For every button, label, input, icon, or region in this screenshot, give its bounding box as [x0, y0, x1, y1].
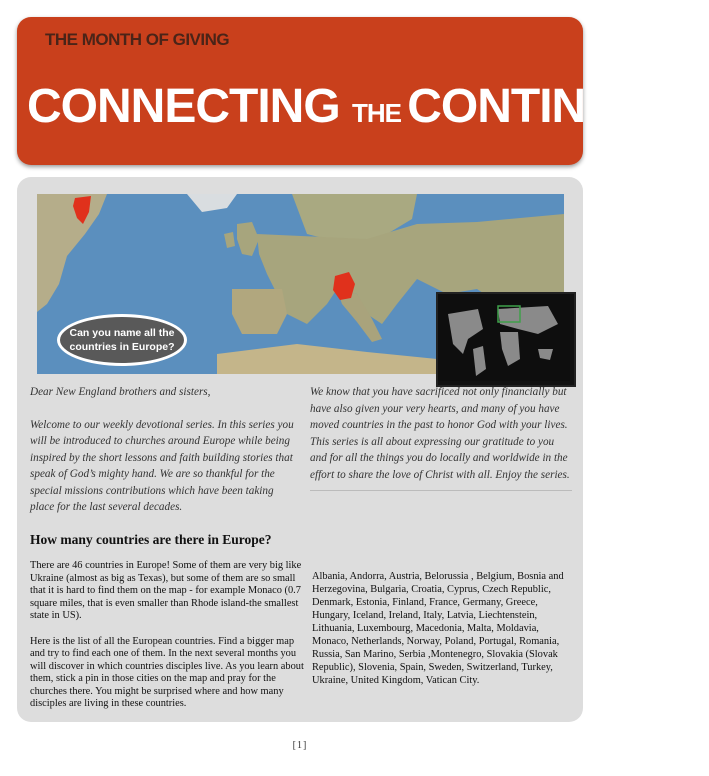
divider-rule	[310, 490, 572, 491]
callout-bubble: Can you name all the countries in Europe?	[57, 314, 187, 366]
intro-left-column	[30, 384, 300, 532]
section-paragraph-1: There are 46 countries in Europe! Some of them are very big like Ukraine (almost as big as Texas), but some of them are so small that it is hard to find them on the map - for example Monaco (0.7 square miles, that is even smaller than Rhode island-the smallest state in US).	[30, 560, 302, 621]
title-part-connecting: CONNECTING	[27, 80, 352, 133]
intro-right-column	[310, 384, 572, 483]
title-part-the: THE	[352, 98, 408, 128]
section-paragraph-2: Here is the list of all the European countries. Find a bigger map and try to find each one of them. In the next several months you will discover in which countries disciples live. As you learn about them, stick a pin in those cities on the map and pray for the churches there. You might be surprised where and how many disciples are living in these countries.	[30, 635, 304, 709]
country-list: Albania, Andorra, Austria, Belorussia , Belgium, Bosnia and Herzegovina, Bulgaria, Croatia, Cyprus, Czech Republic, Denmark, Estonia, Finland, France, Germany, Greece, Hungary, Iceland, Ireland, Italy, Latvia, Liechtenstein, Lithuania, Luxembourg, Macedonia, Malta, Moldavia, Monaco, Netherlands, Norway, Poland, Portugal, Romania, Russia, San Marino, Serbia ,Montenegro, Slovakia (Slovak Republic), Slovenia, Spain, Sweden, Switzerland, Turkey, Ukraine, United Kingdom, Vatican City.	[312, 571, 564, 686]
intro-paragraph-1: Welcome to our weekly devotional series. In this series you will be introduced to churches around Europe while being inspired by the short lessons and faith building stories that speak of God’s mighty hand. We are so thankful for the special missions contributions which have been taking place for the last several decades.	[30, 418, 294, 513]
world-inset-map	[436, 292, 576, 387]
greeting: Dear New England brothers and sisters,	[30, 386, 211, 398]
europe-map	[37, 194, 564, 374]
content-panel	[17, 177, 583, 722]
section-left-column	[30, 560, 310, 724]
intro-paragraph-3: This series is all about expressing our gratitude to you and for all the things you do locally and worldwide in the effort to share the love of Christ with all. Enjoy the series.	[310, 435, 570, 481]
intro-paragraph-2: We know that you have sacrificed not only financially but have also given your very hearts, and many of you have moved countries in the past to honor God with your lives.	[310, 386, 568, 431]
header-banner	[17, 17, 709, 165]
header-kicker: THE MONTH OF GIVING	[45, 30, 230, 49]
title-part-continents: CONTINENTS	[407, 80, 709, 133]
page-title	[27, 79, 709, 134]
section-heading: How many countries are there in Europe?	[30, 532, 272, 547]
page-number: [1]	[292, 740, 308, 751]
